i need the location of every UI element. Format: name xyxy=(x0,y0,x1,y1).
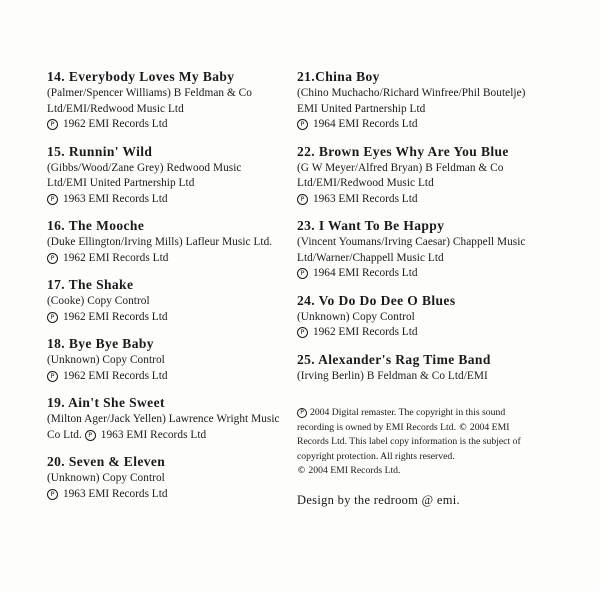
track-entry xyxy=(297,217,527,282)
track-entry xyxy=(297,143,527,208)
track-credit: (Gibbs/Wood/Zane Grey) Redwood Music Ltd/EMI United Partnership Ltd xyxy=(47,161,242,189)
track-list-left xyxy=(47,68,282,512)
track-entry xyxy=(47,68,282,133)
track-copyright xyxy=(297,117,527,133)
copyright-text: 1962 EMI Records Ltd xyxy=(63,251,169,264)
track-copyright xyxy=(47,310,282,326)
phonogram-icon: P xyxy=(297,408,307,418)
track-credit: (Cooke) Copy Control xyxy=(47,295,150,307)
track-entry xyxy=(47,394,282,443)
phonogram-icon: P xyxy=(297,119,308,130)
track-entry xyxy=(297,292,527,341)
credit-text: (Duke Ellington/Irving Mills) Lafleur Music Ltd. xyxy=(47,236,273,248)
track-entry xyxy=(47,276,282,325)
track-copyright xyxy=(297,266,527,282)
track-credit: (Unknown) Copy Control xyxy=(47,354,165,366)
track-title: 14. Everybody Loves My Baby xyxy=(47,69,235,84)
track-credit: (G W Meyer/Alfred Bryan) B Feldman & Co Ltd/EMI/Redwood Music Ltd xyxy=(297,161,504,189)
track-credit: (Irving Berlin) B Feldman & Co Ltd/EMI xyxy=(297,369,488,382)
track-title: 17. The Shake xyxy=(47,277,134,292)
phonogram-icon: P xyxy=(47,312,58,323)
phonogram-icon: P xyxy=(297,194,308,205)
notice-line-3: 2004 EMI Records Ltd. xyxy=(308,465,401,476)
copyright-icon: © xyxy=(458,422,468,433)
copyright-text: 1962 EMI Records Ltd xyxy=(313,326,418,338)
track-entry xyxy=(47,453,282,502)
track-copyright xyxy=(47,192,282,208)
track-title: 24. Vo Do Do Dee O Blues xyxy=(297,292,456,308)
copyright-text: 1962 EMI Records Ltd xyxy=(63,310,168,323)
track-copyright xyxy=(47,369,282,385)
phonogram-icon: P xyxy=(297,268,308,279)
phonogram-icon: P xyxy=(47,194,58,205)
copyright-text: 1962 EMI Records Ltd xyxy=(63,118,168,130)
track-credit: (Chino Muchacho/Richard Winfree/Phil Boutelje) EMI United Partnership Ltd xyxy=(297,87,526,115)
track-entry xyxy=(47,335,282,384)
track-list-right xyxy=(297,68,527,508)
track-copyright xyxy=(47,117,282,133)
track-title: 15. Runnin' Wild xyxy=(47,143,153,159)
copyright-text: 1962 EMI Records Ltd xyxy=(63,369,168,382)
design-credit: Design by the redroom @ emi. xyxy=(297,492,460,507)
copyright-text: 1963 EMI Records Ltd xyxy=(63,192,168,205)
track-title: 18. Bye Bye Baby xyxy=(47,336,154,351)
track-credit: (Vincent Youmans/Irving Caesar) Chappell Music Ltd/Warner/Chappell Music Ltd xyxy=(297,236,526,264)
track-copyright xyxy=(47,487,282,503)
track-title: 19. Ain't She Sweet xyxy=(47,395,165,410)
track-title: 20. Seven & Eleven xyxy=(47,454,166,469)
copyright-text: 1963 EMI Records Ltd xyxy=(313,192,418,205)
track-entry xyxy=(47,143,282,208)
copyright-text: 1963 EMI Records Ltd xyxy=(63,487,168,500)
phonogram-icon: P xyxy=(47,489,58,500)
track-credit: (Unknown) Copy Control xyxy=(297,310,415,323)
track-title: 23. I Want To Be Happy xyxy=(297,218,445,233)
copyright-notice xyxy=(297,406,525,479)
copyright-text: 1964 EMI Records Ltd xyxy=(313,118,418,130)
notice-line-1: 2004 Digital remaster. The copyright in this sound recording is owned by EMI Records Ltd. xyxy=(297,407,506,433)
copyright-text: 1963 EMI Records Ltd xyxy=(100,428,207,441)
copyright-icon: © xyxy=(297,466,306,476)
track-entry xyxy=(47,217,282,266)
phonogram-icon: P xyxy=(297,327,308,338)
track-title: 25. Alexander's Rag Time Band xyxy=(297,351,491,367)
notice-line-2: 2004 EMI Records Ltd. This label copy information is the subject of copyright protection. All rights reserved. xyxy=(297,421,521,462)
track-entry xyxy=(297,351,527,385)
copyright-text: 1964 EMI Records Ltd xyxy=(313,267,418,279)
phonogram-icon: P xyxy=(47,253,58,264)
track-copyright xyxy=(297,192,527,208)
track-credit xyxy=(47,412,282,443)
track-credit xyxy=(47,235,282,266)
track-credit: (Palmer/Spencer Williams) B Feldman & Co Ltd/EMI/Redwood Music Ltd xyxy=(47,87,252,115)
track-credit: (Unknown) Copy Control xyxy=(47,472,165,484)
track-copyright xyxy=(297,325,527,341)
track-title: 22. Brown Eyes Why Are You Blue xyxy=(297,143,509,159)
track-title: 16. The Mooche xyxy=(47,218,145,233)
track-title: 21.China Boy xyxy=(297,69,380,84)
phonogram-icon: P xyxy=(47,371,58,382)
credit-text: (Milton Ager/Jack Yellen) Lawrence Wright Music Co Ltd. xyxy=(47,413,280,441)
phonogram-icon: P xyxy=(47,119,58,130)
phonogram-icon: P xyxy=(85,430,96,441)
track-entry xyxy=(297,68,527,133)
